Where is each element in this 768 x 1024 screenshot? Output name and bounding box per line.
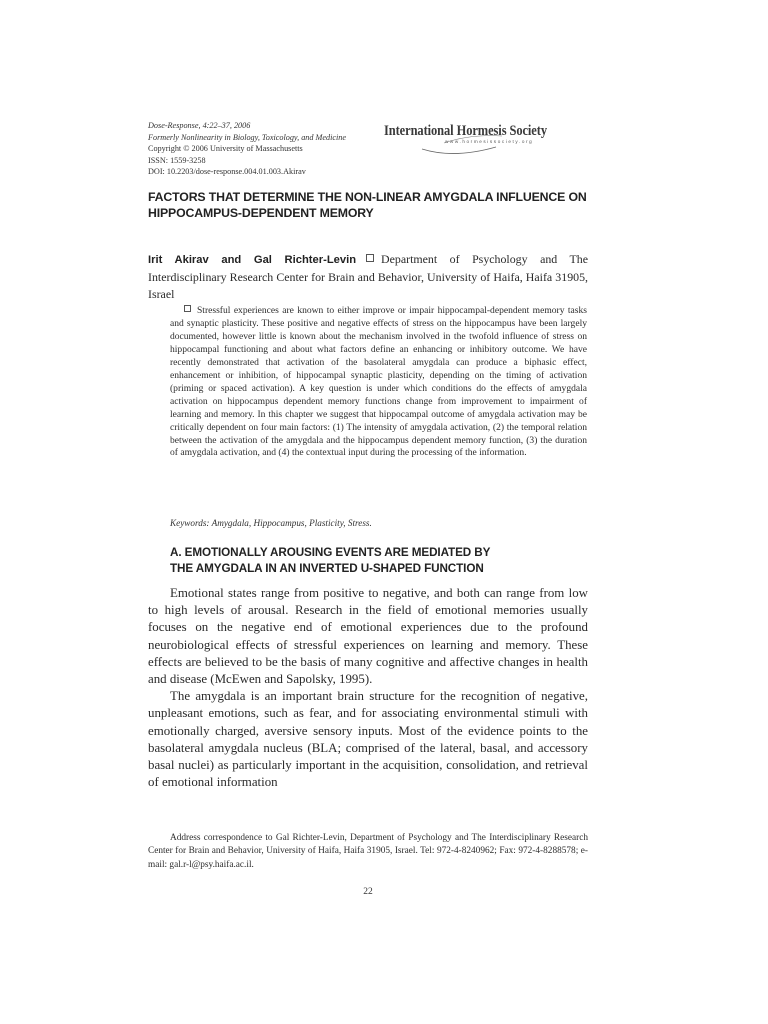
- correspondence-footnote: Address correspondence to Gal Richter-Levin, Department of Psychology and The Interdisciplinary Research Center for Brain and Behavior, University of Haifa, Haifa 31905, Israel. Tel: 972-4-8240962; Fax: 972-4-8288578; e-mail: gal.r-l@psy.haifa.ac.il.: [148, 833, 588, 870]
- author-names: Irit Akirav and Gal Richter-Levin: [148, 254, 357, 266]
- abstract-box-icon: [184, 305, 191, 312]
- doi-line: DOI: 10.2203/dose-response.004.01.003.Akirav: [148, 167, 306, 177]
- journal-citation: Dose-Response, 4:22–37, 2006: [148, 121, 251, 130]
- author-block: [148, 251, 588, 304]
- body-text: [148, 585, 588, 791]
- abstract: [170, 305, 587, 460]
- issn-line: ISSN: 1559-3258: [148, 155, 206, 165]
- article-title: FACTORS THAT DETERMINE THE NON-LINEAR AMYGDALA INFLUENCE ON HIPPOCAMPUS-DEPENDENT MEMORY: [148, 190, 587, 220]
- logo-title: International Hormesis Society: [384, 123, 547, 139]
- keywords: Keywords: Amygdala, Hippocampus, Plasticity, Stress.: [170, 518, 372, 528]
- society-logo: [384, 121, 556, 155]
- journal-header-meta: [148, 120, 388, 178]
- copyright-line: Copyright © 2006 University of Massachusetts: [148, 144, 303, 154]
- section-heading: [170, 545, 587, 576]
- section-heading-line-2: THE AMYGDALA IN AN INVERTED U-SHAPED FUNCTION: [170, 561, 484, 575]
- logo-url: www.hormesissociety.org: [445, 139, 534, 144]
- box-separator-icon: [366, 254, 374, 262]
- abstract-text: Stressful experiences are known to either improve or impair hippocampal-dependent memory tasks and synaptic plasticity. These positive and negative effects of stress on the hippocampus have been largely documented, however little is known about the mechanism involved in the twofold influence of stress on hippocampal functioning and about what factors define an enhancing or inhibitory outcome. We have recently demonstrated that activation of the basolateral amygdala can produce a biphasic effect, enhancement or inhibition, of hippocampal synaptic plasticity, depending on the timing of activation (priming or spaced activation). A key question is under which conditions do the effects of amygdala activation on hippocampus dependent memory functions change from improvement to impairment of learning and memory. In this chapter we suggest that hippocampal outcome of amygdala activation may be critically dependent on four main factors: (1) The intensity of amygdala activation, (2) the temporal relation between the activation of the amygdala and the hippocampus dependent memory function, (3) the duration of amygdala activation, and (4) the contextual input during the processing of the information.: [170, 305, 587, 459]
- body-paragraph-2: The amygdala is an important brain structure for the recognition of negative, unpleasant emotions, such as fear, and for associating environmental stimuli with emotionally charged, aversive sensory inputs. Most of the evidence points to the basolateral amygdala nucleus (BLA; comprised of the lateral, basal, and accessory basal nuclei) as particularly important in the acquisition, consolidation, and retrieval of emotional information: [148, 689, 588, 790]
- section-heading-line-1: A. EMOTIONALLY AROUSING EVENTS ARE MEDIATED BY: [170, 546, 491, 559]
- body-paragraph-1: Emotional states range from positive to negative, and both can range from low to high levels of arousal. Research in the field of emotional memories usually focuses on the negative end of emotional experiences due to the profound neurobiological effects of stressful experiences on learning and memory. These effects are believed to be the basis of many cognitive and affective changes in health and disease (McEwen and Sapolsky, 1995).: [148, 586, 588, 687]
- author-affiliation: Department of Psychology and The Interdisciplinary Research Center for Brain and Behavior, University of Haifa, Haifa 31905, Israel: [148, 252, 589, 302]
- page-number: 22: [363, 887, 373, 897]
- formerly-title: Formerly Nonlinearity in Biology, Toxicology, and Medicine: [148, 132, 346, 142]
